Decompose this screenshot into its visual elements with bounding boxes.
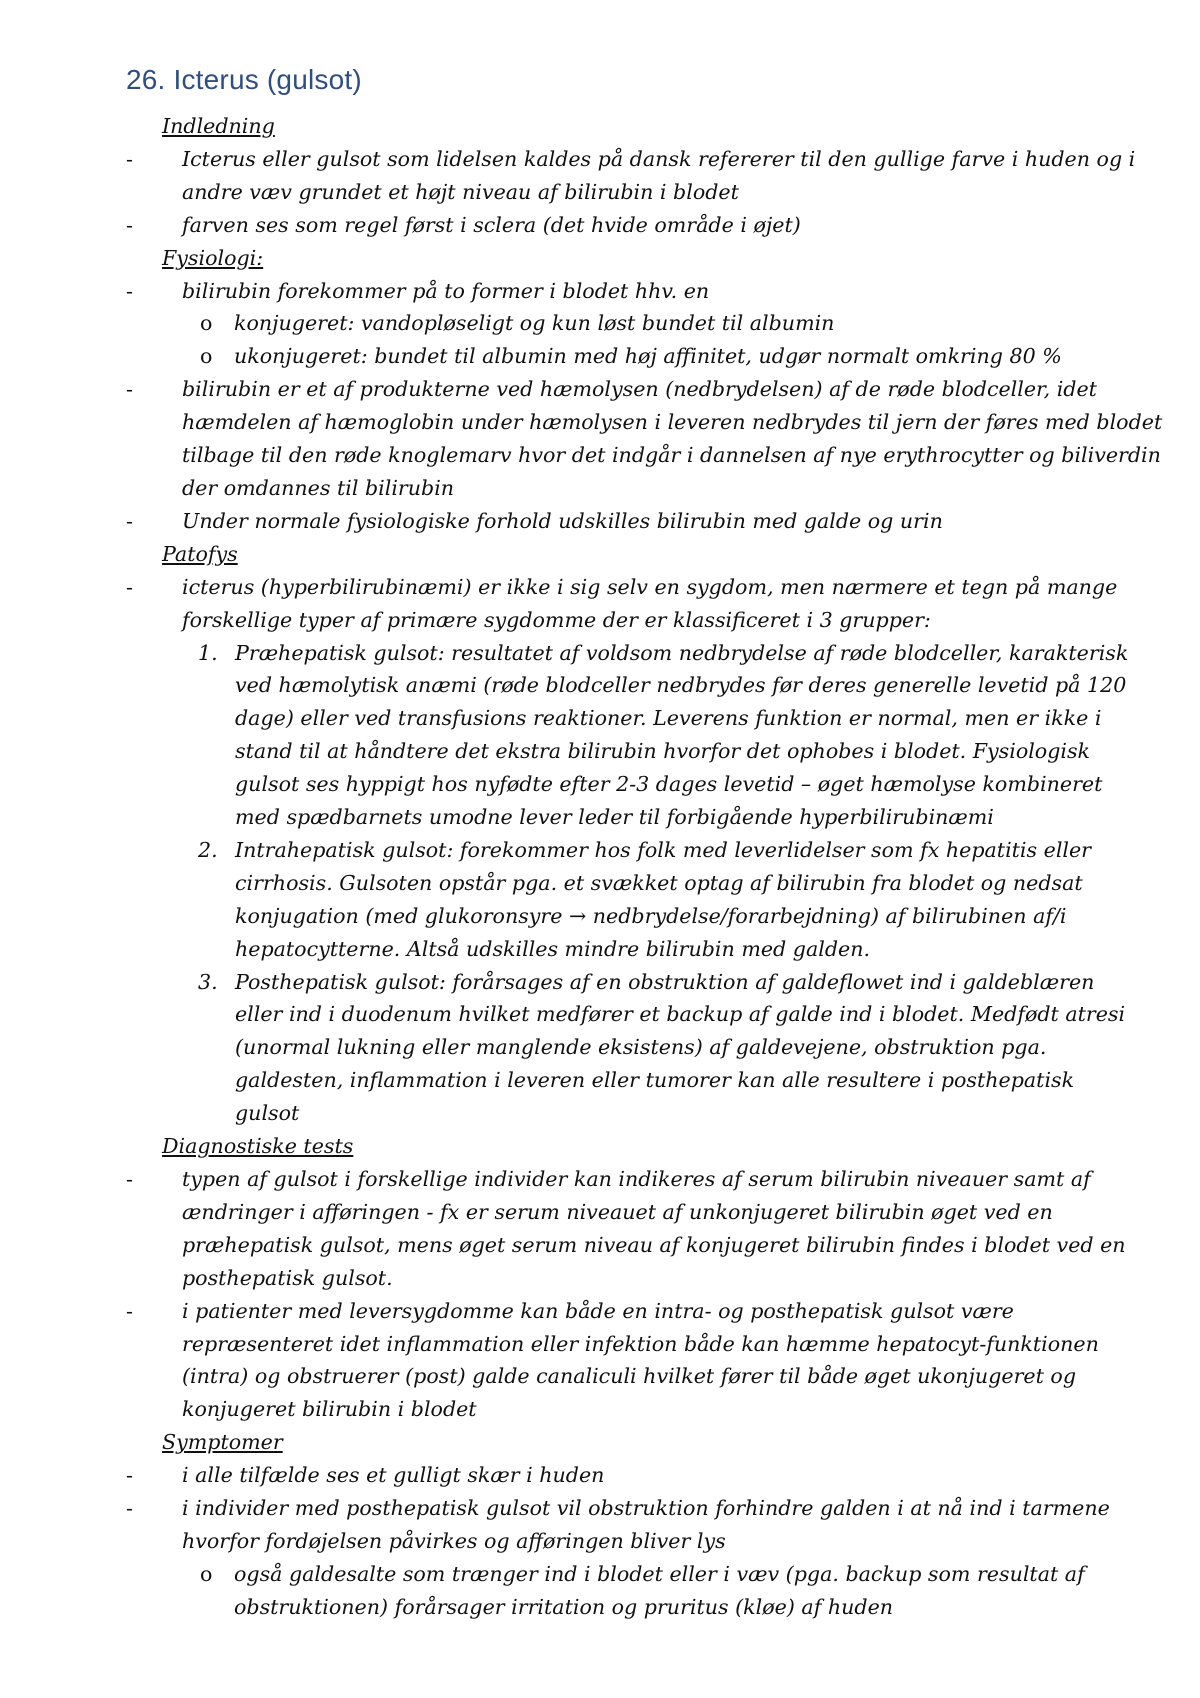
text-line: hvorfor fordøjelsen påvirkes og afføringen bliver lys — [182, 1528, 726, 1553]
dash-marker: - — [126, 278, 133, 303]
dash-marker: - — [126, 508, 133, 533]
text-line: der omdannes til bilirubin — [182, 475, 455, 500]
circle-marker: o — [200, 311, 213, 336]
text-line: (unormal lukning eller manglende eksistens) af galdevejene, obstruktion pga. — [235, 1035, 1047, 1060]
bullet-item — [0, 505, 1200, 538]
text-line: eller ind i duodenum hvilket medfører et backup af galde ind i blodet. Medfødt atresi — [235, 1002, 1126, 1027]
dash-marker: - — [126, 1496, 133, 1521]
text-line: Intrahepatisk gulsot: forekommer hos folk med leverlidelser som fx hepatitis eller — [235, 837, 1092, 862]
dash-marker: - — [126, 574, 133, 599]
text-line: også galdesalte som trænger ind i blodet eller i væv (pga. backup som resultat af — [234, 1561, 1085, 1586]
text-line: konjugation (med glukoronsyre → nedbrydelse/forarbejdning) af bilirubinen af/i — [235, 903, 1067, 928]
text-line: dage) eller ved transfusions reaktioner. Leverens funktion er normal, men er ikke i — [235, 706, 1102, 731]
text-line: andre væv grundet et højt niveau af bilirubin i blodet — [182, 179, 739, 204]
text-line: Under normale fysiologiske forhold udskilles bilirubin med galde og urin — [182, 508, 943, 533]
number-marker: 1. — [198, 640, 218, 665]
sub-bullet-item — [0, 340, 1200, 373]
text-line: obstruktionen) forårsager irritation og pruritus (kløe) af huden — [234, 1594, 894, 1619]
dash-marker: - — [126, 377, 133, 402]
bullet-item — [0, 275, 1200, 308]
text-line: icterus (hyperbilirubinæmi) er ikke i sig selv en sygdom, men nærmere et tegn på mange — [182, 574, 1118, 599]
text-line: ændringer i afføringen - fx er serum niveauet af unkonjugeret bilirubin øget ved en — [182, 1199, 1053, 1224]
section-heading-symptomer: Symptomer — [162, 1430, 283, 1455]
dash-marker: - — [126, 1463, 133, 1488]
text-line: (intra) og obstruerer (post) galde canaliculi hvilket fører til både øget ukonjugeret og — [182, 1364, 1076, 1389]
dash-marker: - — [126, 1167, 133, 1191]
text-line: ved hæmolytisk anæmi (røde blodceller nedbrydes før deres generelle levetid på 120 — [235, 673, 1127, 698]
text-line: farven ses som regel først i sclera (det hvide område i øjet) — [182, 212, 801, 237]
text-line: posthepatisk gulsot. — [182, 1265, 393, 1290]
numbered-item — [0, 637, 1200, 834]
sub-bullet-item — [0, 307, 1200, 340]
sub-bullet-item — [0, 1558, 1200, 1624]
text-line: Præhepatisk gulsot: resultatet af voldsom nedbrydelse af røde blodceller, karakterisk — [235, 640, 1129, 665]
text-line: stand til at håndtere det ekstra bilirubin hvorfor det ophobes i blodet. Fysiologisk — [235, 739, 1091, 764]
section-heading-fysiologi: Fysiologi: — [162, 245, 264, 270]
text-line: med spædbarnets umodne lever leder til forbigående hyperbilirubinæmi — [235, 805, 994, 830]
bullet-item — [0, 209, 1200, 242]
numbered-item — [0, 966, 1200, 1131]
bullet-item — [0, 1492, 1200, 1558]
text-line: Icterus eller gulsot som lidelsen kaldes på dansk refererer til den gullige farve i huden og i — [182, 146, 1136, 171]
text-line: i patienter med leversygdomme kan både en intra- og posthepatisk gulsot være — [182, 1298, 1014, 1323]
dash-marker: - — [126, 212, 133, 237]
circle-marker: o — [200, 344, 213, 369]
section-heading-patofys: Patofys — [162, 541, 238, 566]
text-line: tilbage til den røde knoglemarv hvor det indgår i dannelsen af nye erythrocytter og biliverdin — [182, 443, 1161, 468]
document-body — [0, 110, 1200, 1624]
text-line: repræsenteret idet inflammation eller infektion både kan hæmme hepatocyt-funktionen — [182, 1331, 1099, 1356]
bullet-item — [0, 571, 1200, 637]
text-line: ukonjugeret: bundet til albumin med høj affinitet, udgør normalt omkring 80 % — [234, 344, 1062, 369]
numbered-item — [0, 834, 1200, 966]
text-line: i individer med posthepatisk gulsot vil obstruktion forhindre galden i at nå ind i tarmene — [182, 1496, 1110, 1521]
text-line: typen af gulsot i forskellige individer kan indikeres af serum bilirubin niveauer samt af — [182, 1167, 1091, 1191]
text-line: i alle tilfælde ses et gulligt skær i huden — [182, 1463, 605, 1488]
text-line: konjugeret bilirubin i blodet — [182, 1397, 477, 1422]
text-line: hæmdelen af hæmoglobin under hæmolysen i leveren nedbrydes til jern der føres med blodet — [182, 410, 1163, 435]
text-line: gulsot ses hyppigt hos nyfødte efter 2-3 dages levetid – øget hæmolyse kombineret — [235, 772, 1103, 797]
text-line: bilirubin forekommer på to former i blodet hhv. en — [182, 278, 710, 303]
text-line: hepatocytterne. Altså udskilles mindre bilirubin med galden. — [235, 936, 870, 961]
section-heading-diagnostiske-tests: Diagnostiske tests — [162, 1134, 354, 1159]
bullet-item — [0, 373, 1200, 505]
section-heading-indledning: Indledning — [162, 114, 275, 138]
bullet-item — [0, 1163, 1200, 1295]
text-line: Posthepatisk gulsot: forårsages af en obstruktion af galdeflowet ind i galdeblæren — [235, 969, 1095, 994]
bullet-item — [0, 143, 1200, 209]
text-line: konjugeret: vandopløseligt og kun løst bundet til albumin — [234, 311, 835, 336]
text-line: gulsot — [235, 1101, 300, 1126]
page-title: 26. Icterus (gulsot) — [126, 64, 362, 95]
bullet-item — [0, 1295, 1200, 1427]
number-marker: 3. — [198, 969, 218, 994]
text-line: præhepatisk gulsot, mens øget serum niveau af konjugeret bilirubin findes i blodet ved en — [182, 1232, 1126, 1257]
dash-marker: - — [126, 146, 133, 171]
bullet-item — [0, 1459, 1200, 1492]
text-line: cirrhosis. Gulsoten opstår pga. et svækket optag af bilirubin fra blodet og nedsat — [235, 870, 1083, 895]
text-line: forskellige typer af primære sygdomme der er klassificeret i 3 grupper: — [182, 607, 931, 632]
text-line: bilirubin er et af produkterne ved hæmolysen (nedbrydelsen) af de røde blodceller, idet — [182, 377, 1097, 402]
text-line: galdesten, inflammation i leveren eller tumorer kan alle resultere i posthepatisk — [235, 1068, 1075, 1093]
circle-marker: o — [200, 1561, 213, 1586]
dash-marker: - — [126, 1298, 133, 1323]
number-marker: 2. — [198, 837, 218, 862]
